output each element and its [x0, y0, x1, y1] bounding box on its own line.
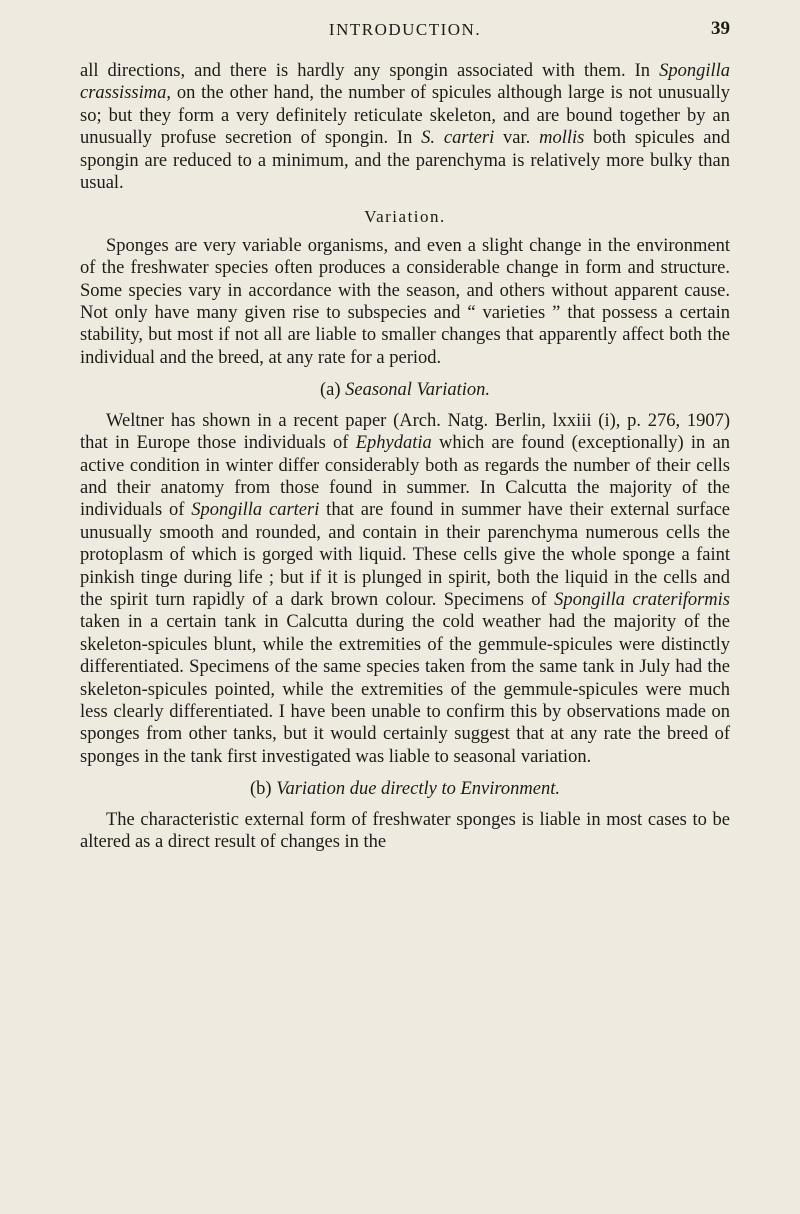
genus-name: Ephydatia: [355, 433, 432, 454]
species-name: S. carteri: [421, 128, 495, 149]
text-run: all directions, and there is hardly any spongin associated with them. In: [80, 61, 660, 81]
subsection-label: (a): [319, 380, 346, 401]
subsection-title: Variation due directly to Environment.: [276, 779, 560, 800]
species-name: Spongilla crassissima: [80, 61, 730, 104]
species-name: Spongilla carteri: [191, 500, 320, 521]
running-head: [80, 16, 730, 46]
text-run: , on the other hand, the number of spicules although large is not unusually so; but they form a very definitely reticulate skeleton, and are bound together by an unusually profuse secretion of spongin. In: [80, 83, 730, 149]
subsection-heading-b: [80, 778, 730, 800]
paragraph-environment-variation: The characteristic external form of freshwater sponges is liable in most cases to be altered as a direct result of changes in the: [80, 809, 730, 852]
text-run: both spicules and spongin are reduced to a minimum, and the parenchyma is relatively more bulky than usual.: [80, 128, 731, 194]
subsection-title: Seasonal Variation.: [345, 380, 491, 401]
section-heading: Variation.: [364, 207, 446, 227]
text-run: var.: [494, 128, 540, 149]
body-text: [80, 60, 730, 853]
paragraph-variation: Sponges are very variable organisms, and even a slight change in the environment of the freshwater species often produces a considerable change in form and structure. Some species vary in accordance with the season, and others without apparent cause. Not only have many given rise to subspecies and “ varieties ” that possess a certain stability, but most if not all are liable to smaller changes that apparently affect both the individual and the breed, at any rate for a period.: [80, 235, 730, 368]
variety-name: mollis: [539, 128, 585, 149]
paragraph-continuation: [80, 60, 730, 194]
running-title: INTRODUCTION.: [328, 20, 482, 39]
species-name: Spongilla crateriformis: [554, 589, 731, 610]
page-number: 39: [711, 18, 730, 39]
subsection-heading-a: [80, 379, 730, 401]
text-run: Weltner has shown in a recent paper (Arch. Natg. Berlin, lxxiii (i), p. 276, 1907) that in Europe those individuals of: [80, 410, 730, 454]
text-run: taken in a certain tank in Calcutta during the cold weather had the majority of the skeleton-spicules blunt, while the extremities of the gemmule-spicules were distinctly differentiated. Specimens of the same species taken from the same tank in July had the skeleton-spicules pointed, while the extremities of the gemmule-spicules were much less clearly differentiated. I have been unable to confirm this by observations made on sponges from other tanks, but it would certainly suggest that at any rate the breed of sponges in the tank first investigated was liable to seasonal variation.: [80, 612, 730, 767]
paragraph-seasonal-variation: [80, 410, 730, 769]
text-run: that are found in summer have their external surface unusually smooth and rounded, and contain in their parenchyma numerous cells the protoplasm of which is gorged with liquid. These cells give the whole sponge a faint pinkish tinge during life ; but if it is plunged in spirit, both the liquid in the cells and the spirit turn rapidly of a dark brown colour. Specimens of: [80, 500, 730, 610]
subsection-label: (b): [250, 779, 277, 800]
text-run: which are found (exceptionally) in an active condition in winter differ considerably both as regards the number of their cells and their anatomy from those found in summer. In Calcutta the majority of the individuals of: [80, 433, 730, 521]
